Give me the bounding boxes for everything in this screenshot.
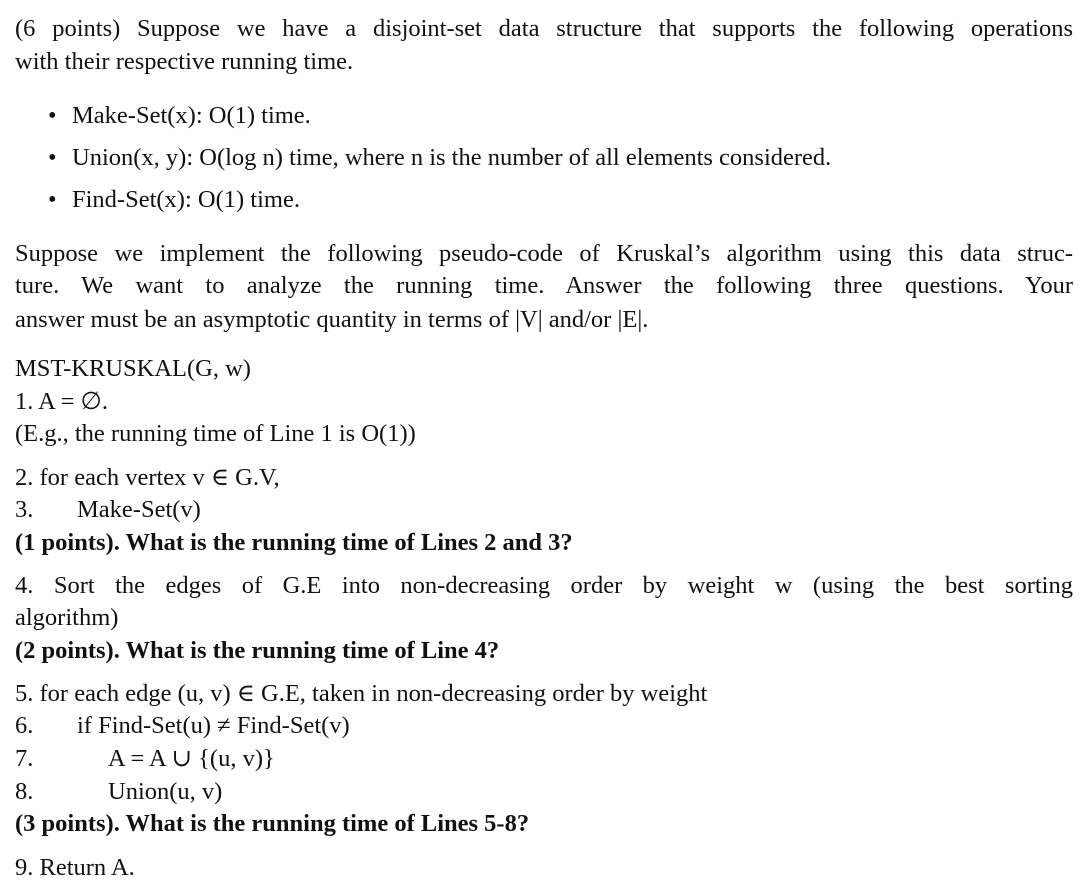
list-item-text: Union(x, y): O(log n) time, where n is the number of all elements considered.	[72, 144, 832, 171]
pseudocode-line-4-cont: algorithm)	[15, 604, 119, 631]
question-intro-line-1: (6 points) Suppose we have a disjoint-set data structure that supports the following operations	[15, 15, 1073, 42]
line-number: 8.	[15, 778, 34, 805]
list-item	[48, 185, 300, 215]
line-body: Union(u, v)	[108, 778, 223, 805]
pseudocode-line-6	[15, 711, 350, 741]
bullet-marker: •	[48, 144, 57, 171]
pseudocode-line-2: 2. for each vertex v ∈ G.V,	[15, 464, 280, 491]
bullet-marker: •	[48, 102, 57, 129]
instructions-line-1: Suppose we implement the following pseudo-code of Kruskal’s algorithm using this data struc-	[15, 240, 1073, 267]
pseudocode-line-7	[15, 744, 275, 774]
question-3: (3 points). What is the running time of Lines 5-8?	[15, 810, 530, 837]
pseudocode-line-8	[15, 777, 222, 807]
pseudocode-line-3	[15, 495, 201, 525]
pseudocode-line-9: 9. Return A.	[15, 854, 135, 881]
list-item-text: Find-Set(x): O(1) time.	[72, 186, 300, 213]
instructions-line-3: answer must be an asymptotic quantity in terms of |V| and/or |E|.	[15, 306, 649, 333]
bullet-marker: •	[48, 186, 57, 213]
line-body: A = A ∪ {(u, v)}	[108, 745, 275, 772]
question-2: (2 points). What is the running time of Line 4?	[15, 637, 500, 664]
line-body: Make-Set(v)	[77, 496, 201, 523]
pseudocode-line-1: 1. A = ∅.	[15, 388, 109, 415]
pseudocode-line-5: 5. for each edge (u, v) ∈ G.E, taken in non-decreasing order by weight	[15, 680, 708, 707]
list-item-text: Make-Set(x): O(1) time.	[72, 102, 311, 129]
list-item	[48, 143, 831, 173]
line-number: 6.	[15, 712, 34, 739]
instructions-line-2: ture. We want to analyze the running time. Answer the following three questions. Your	[15, 272, 1073, 299]
list-item	[48, 101, 311, 131]
example-note: (E.g., the running time of Line 1 is O(1))	[15, 420, 416, 447]
line-number: 7.	[15, 745, 34, 772]
question-1: (1 points). What is the running time of Lines 2 and 3?	[15, 529, 573, 556]
line-number: 3.	[15, 496, 34, 523]
line-body: if Find-Set(u) ≠ Find-Set(v)	[77, 712, 350, 739]
question-intro-line-2: with their respective running time.	[15, 48, 354, 75]
algorithm-title: MST-KRUSKAL(G, w)	[15, 355, 251, 382]
pseudocode-line-4: 4. Sort the edges of G.E into non-decreasing order by weight w (using the best sorting	[15, 572, 1073, 599]
